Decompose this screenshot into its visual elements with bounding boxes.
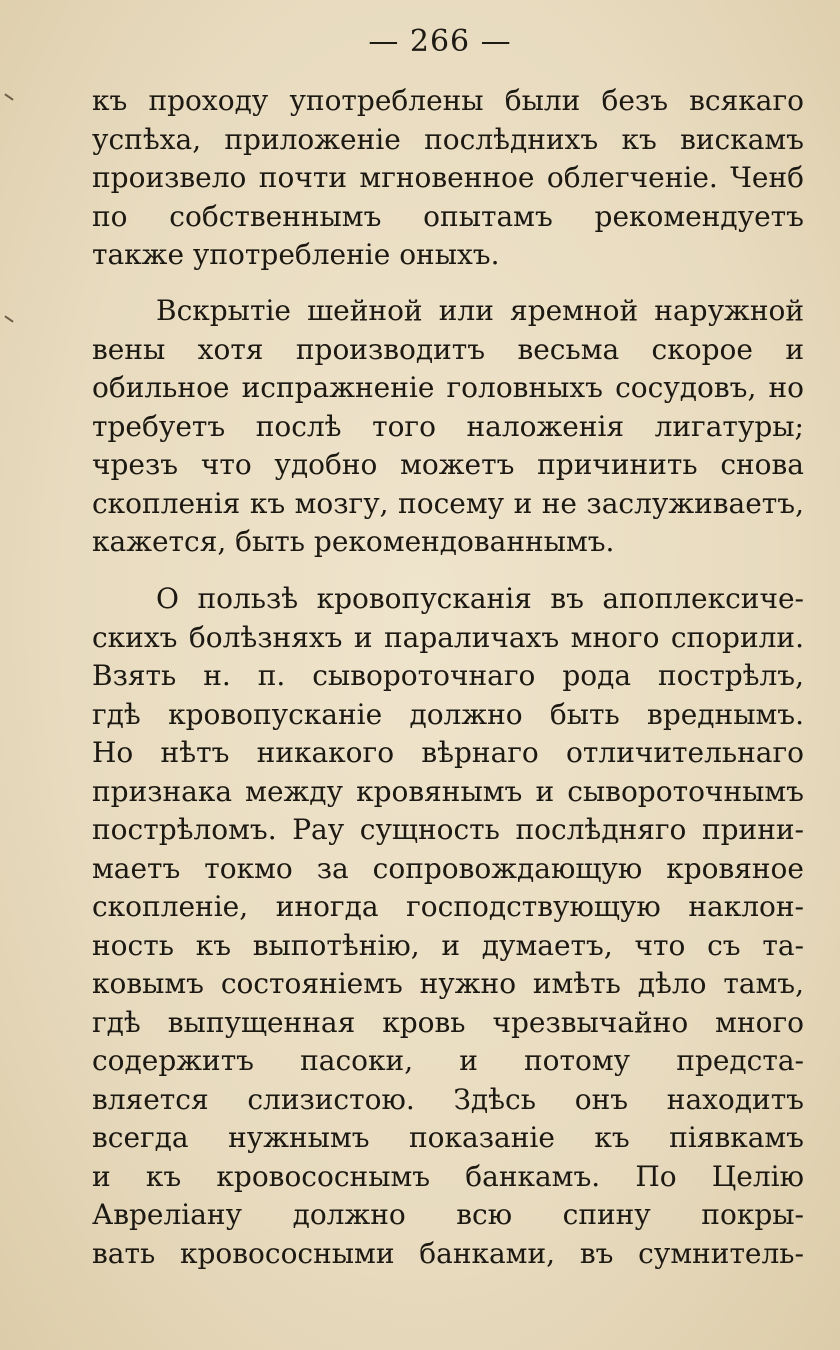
text-line: скопленіе, иногда господствующую наклон- [92, 890, 804, 923]
text-line: гдѣ кровопусканіе должно быть вреднымъ. [92, 697, 804, 731]
text-line: Взять н. п. сывороточнаго рода пострѣлъ, [92, 659, 804, 692]
text-line: Авреліану должно всю спину покры- [92, 1198, 804, 1231]
text-line: вены хотя производитъ весьма скорое и [92, 332, 804, 366]
text-line: вать кровососными банками, въ сумнитель- [92, 1236, 804, 1270]
text-line: успѣха, приложеніе послѣднихъ къ вискамъ [92, 122, 804, 156]
text-line: признака между кровянымъ и сывороточнымъ [92, 774, 804, 808]
paragraph-3 [92, 580, 804, 1273]
gutter-mark [4, 93, 13, 100]
text-line: скопленія къ мозгу, посему и не заслуживаетъ, [92, 486, 804, 520]
text-line: также употребленіе оныхъ. [92, 238, 500, 271]
paragraph-2 [92, 292, 804, 562]
text-line: требуетъ послѣ того наложенія лигатуры; [92, 409, 804, 443]
paragraph-1 [92, 82, 804, 275]
text-line: Но нѣтъ никакого вѣрнаго отличительнаго [92, 736, 804, 769]
text-line: Вскрытіе шейной или яремной наружной [156, 294, 804, 327]
text-line: ность къ выпотѣнію, и думаетъ, что съ та- [92, 928, 804, 962]
page-number: — 266 — [368, 24, 512, 59]
text-line: и къ кровососнымъ банкамъ. По Целію [92, 1159, 804, 1193]
text-line: гдѣ выпущенная кровь чрезвычайно много [92, 1005, 804, 1039]
gutter-mark [4, 315, 13, 322]
text-line: содержитъ пасоки, и потому предста- [92, 1044, 804, 1077]
text-line: обильное испражненіе головныхъ сосудовъ, но [92, 371, 804, 404]
text-line: по собственнымъ опытамъ рекомендуетъ [92, 199, 804, 233]
text-line: скихъ болѣзняхъ и параличахъ много спорили. [92, 620, 804, 654]
text-line: чрезъ что удобно можетъ причинить снова [92, 448, 804, 481]
text-line: ковымъ состояніемъ нужно имѣть дѣло тамъ, [92, 967, 804, 1000]
text-line: къ проходу употреблены были безъ всякаго [92, 84, 804, 117]
text-line: вляется слизистою. Здѣсь онъ находитъ [92, 1082, 804, 1116]
text-line: маетъ токмо за сопровождающую кровяное [92, 851, 804, 885]
text-line: произвело почти мгновенное облегченіе. Ченб [92, 161, 804, 194]
text-line: О пользѣ кровопусканія въ апоплексиче- [156, 582, 804, 615]
text-line: кажется, быть рекомендованнымъ. [92, 525, 615, 558]
text-line: всегда нужнымъ показаніе къ піявкамъ [92, 1121, 804, 1154]
text-line: пострѣломъ. Рау сущность послѣдняго прини- [92, 813, 804, 846]
